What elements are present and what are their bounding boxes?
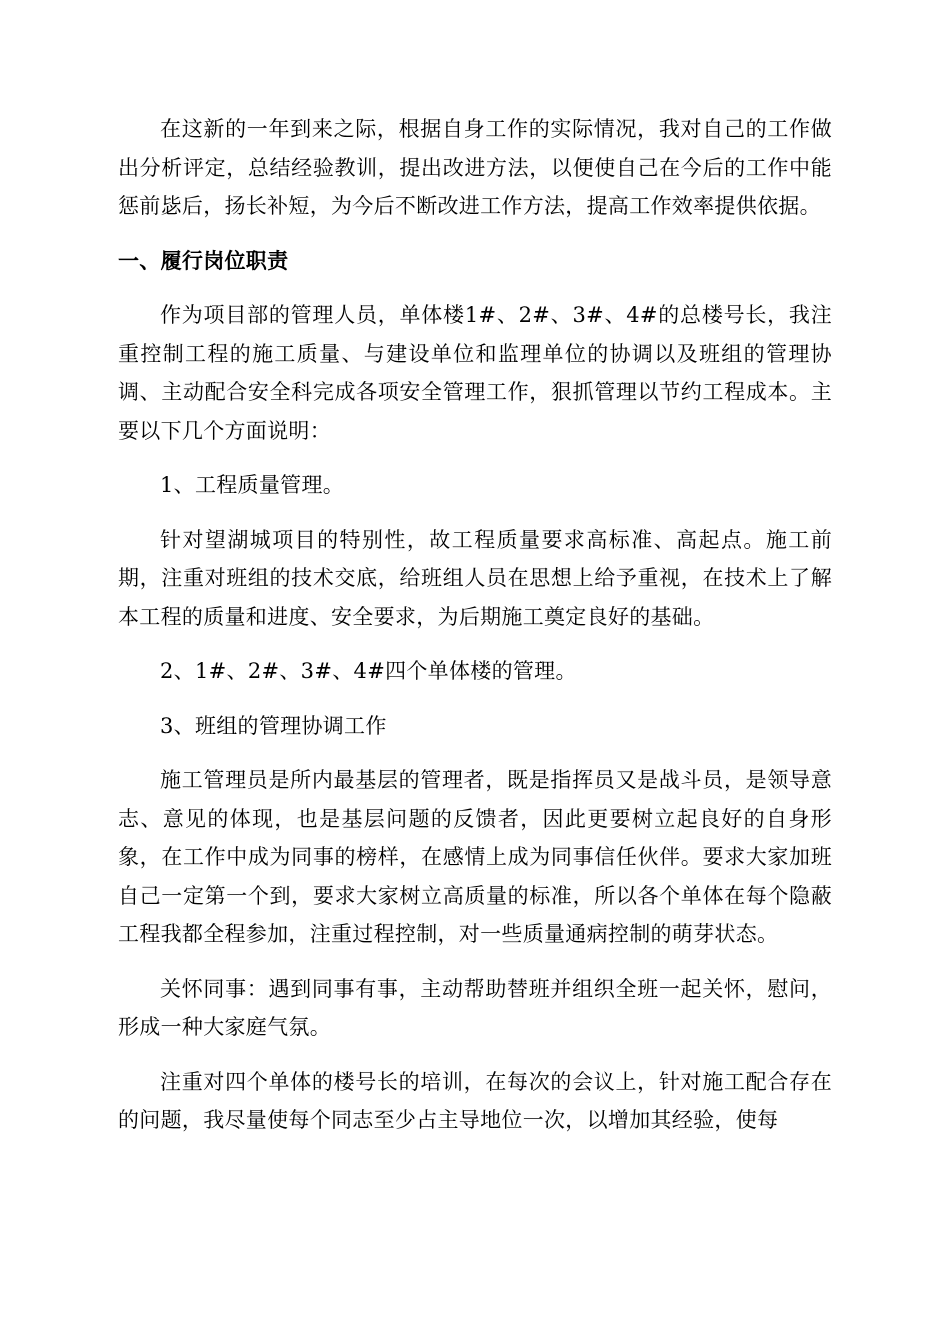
section-heading: 一、履行岗位职责: [118, 248, 289, 273]
body-paragraph: 注重对四个单体的楼号长的培训，在每次的会议上，针对施工配合存在的问题，我尽量使每个同志至少占主导地位一次，以增加其经验，使每: [118, 1069, 832, 1132]
subsection-title: 1、工程质量管理。: [160, 473, 345, 497]
subsection-title: 2、1#、2#、3#、4#四个单体楼的管理。: [160, 659, 577, 683]
body-paragraph: 作为项目部的管理人员，单体楼1#、2#、3#、4#的总楼号长，我注重控制工程的施工质量、与建设单位和监理单位的协调以及班组的管理协调、主动配合安全科完成各项安全管理工作，狠抓管理以节约工程成本。主要以下几个方面说明：: [118, 303, 832, 443]
body-paragraph: 施工管理员是所内最基层的管理者，既是指挥员又是战斗员，是领导意志、意见的体现，也是基层问题的反馈者，因此更要树立起良好的自身形象，在工作中成为同事的榜样，在感情上成为同事信任伙伴。要求大家加班自己一定第一个到，要求大家树立高质量的标准，所以各个单体在每个隐蔽工程我都全程参加，注重过程控制，对一些质量通病控制的萌芽状态。: [118, 768, 832, 946]
body-paragraph: 针对望湖城项目的特别性，故工程质量要求高标准、高起点。施工前期，注重对班组的技术交底，给班组人员在思想上给予重视，在技术上了解本工程的质量和进度、安全要求，为后期施工奠定良好的基础。: [118, 527, 832, 629]
subsection-title: 3、班组的管理协调工作: [160, 713, 387, 738]
document-page: [118, 110, 832, 1156]
body-paragraph: 关怀同事：遇到同事有事，主动帮助替班并组织全班一起关怀，慰问，形成一种大家庭气氛。: [118, 976, 832, 1039]
intro-paragraph: 在这新的一年到来之际，根据自身工作的实际情况，我对自己的工作做出分析评定，总结经验教训，提出改进方法，以便使自己在今后的工作中能惩前毖后，扬长补短，为今后不断改进工作方法，提高工作效率提供依据。: [118, 117, 832, 218]
